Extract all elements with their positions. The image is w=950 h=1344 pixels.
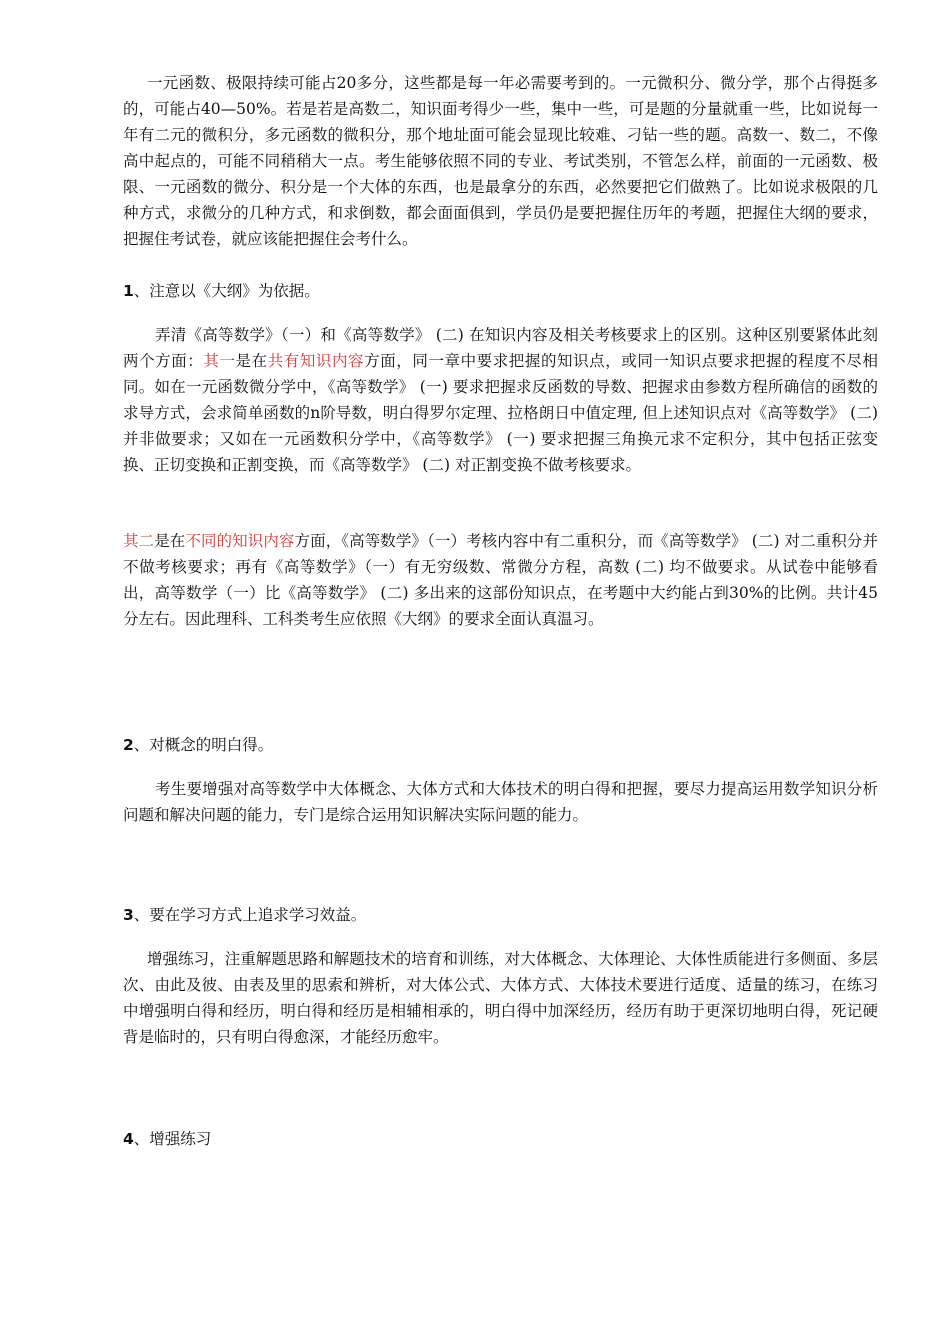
section-4-title: 、增强练习 [133, 1130, 212, 1148]
section-3-paragraph: 增强练习，注重解题思路和解题技术的培育和训练，对大体概念、大体理论、大体性质能进行多侧面、多层次、由此及彼、由表及里的思索和辨析，对大体公式、大体方式、大体技术要进行适度、适量的练习，在练习中增强明白得和经历，明白得和经历是相辅相承的，明白得中加深经历，经历有助于更深切地明白得，死记硬背是临时的，只有明白得愈深，才能经历愈牢。 [123, 950, 878, 1046]
section-2-title: 、对概念的明白得。 [133, 736, 274, 754]
section-2-paragraph: 考生要增强对高等数学中大体概念、大体方式和大体技术的明白得和把握，要尽力提高运用数学知识分析问题和解决问题的能力，专门是综合运用知识解决实际问题的能力。 [123, 780, 878, 824]
section-3-heading [123, 902, 878, 928]
section-1-p1-text-b: 是在 [235, 352, 268, 370]
section-3-title: 、要在学习方式上追求学习效益。 [133, 906, 367, 924]
section-4-heading [123, 1126, 878, 1152]
section-2-number: 2 [123, 736, 134, 754]
section-1-p1-text-a: 弄清《高等数学》（一）和《高等数学》 (二) 在知识内容及相关考核要求上的区别。这种区别要紧体此刻两个方面： [123, 326, 878, 370]
section-1-number: 1 [123, 282, 134, 300]
highlight-qiyi: 其一 [203, 352, 236, 370]
section-1-p2-text-b: 方面，《高等数学》（一）考核内容中有二重积分，而《高等数学》 (二) 对二重积分并不做考核要求；再有《高等数学》（一）有无穷级数、常微分方程，高数 (二) 均不做要求。从试卷中能够看出，高等数学（一）比《高等数学》 (二) 多出来的这部份知识点，在考题中大约能占到30%的比例。共计45分左右。因此理科、工科类考生应依照《大纲》的要求全面认真温习。 [123, 532, 878, 628]
section-1-heading [123, 278, 878, 304]
section-1-paragraph-1 [123, 322, 878, 478]
highlight-different-knowledge: 不同的知识内容 [185, 532, 295, 550]
section-1-paragraph-2 [123, 528, 878, 632]
highlight-qier: 其二 [123, 532, 155, 550]
section-1-p2-text-a: 是在 [154, 532, 186, 550]
section-3-number: 3 [123, 906, 134, 924]
highlight-shared-knowledge: 共有知识内容 [267, 352, 365, 370]
section-1-title: 、注意以《大纲》为依据。 [133, 282, 320, 300]
section-2-heading [123, 732, 878, 758]
section-4-number: 4 [123, 1130, 134, 1148]
section-1-p1-text-c: 方面，同一章中要求把握的知识点，或同一知识点要求把握的程度不尽相同。如在一元函数微分学中，《高等数学》 (一) 要求把握求反函数的导数、把握求由参数方程所确信的函数的求导方式，会求简单函数的n阶导数，明白得罗尔定理、拉格朗日中值定理, 但上述知识点对《高等数学》 (二) 并非做要求；又如在一元函数积分学中，《高等数学》 (一) 要求把握三角换元求不定积分，其中包括正弦变换、正切变换和正割变换，而《高等数学》 (二) 对正割变换不做考核要求。 [123, 352, 878, 474]
intro-paragraph: 一元函数、极限持续可能占20多分，这些都是每一年必需要考到的。一元微积分、微分学，那个占得挺多的，可能占40—50%。若是若是高数二，知识面考得少一些，集中一些，可是题的分量就重一些，比如说每一年有二元的微积分，多元函数的微积分，那个地址面可能会显现比较难、刁钻一些的题。高数一、数二，不像高中起点的，可能不同稍稍大一点。考生能够依照不同的专业、考试类别，不管怎么样，前面的一元函数、极限、一元函数的微分、积分是一个大体的东西，也是最拿分的东西，必然要把它们做熟了。比如说求极限的几种方式，求微分的几种方式，和求倒数，都会面面俱到，学员仍是要把握住历年的考题，把握住大纲的要求，把握住考试卷，就应该能把握住会考什么。 [123, 74, 878, 248]
